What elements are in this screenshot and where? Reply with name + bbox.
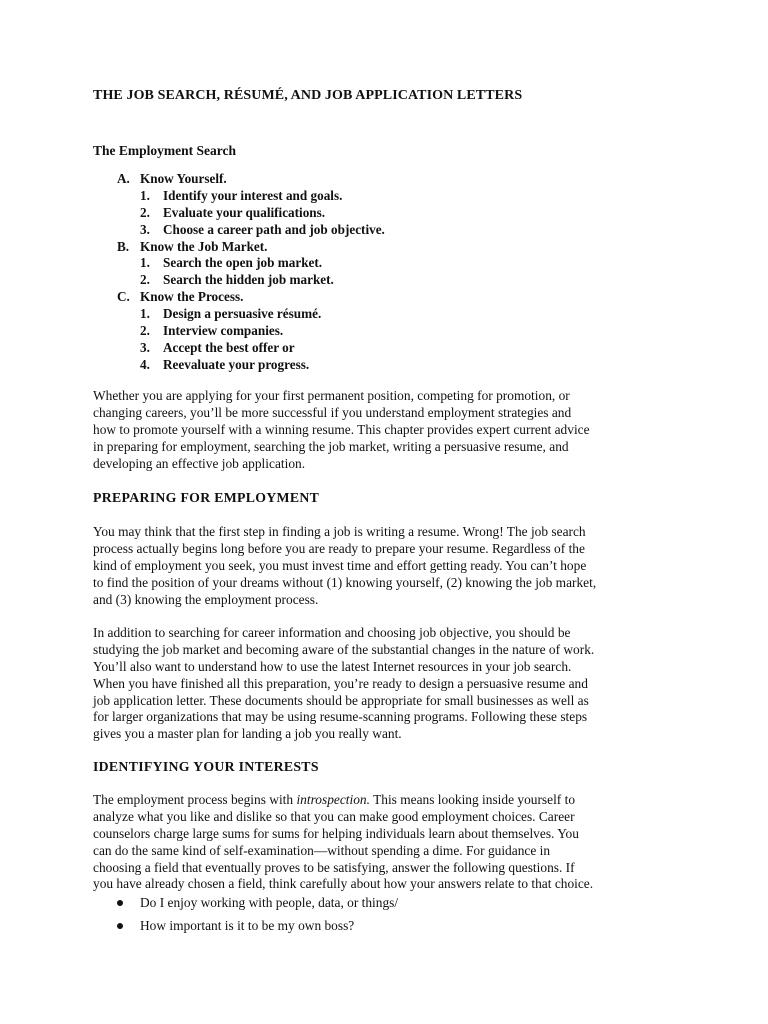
- outline-label: Design a persuasive résumé.: [163, 306, 322, 322]
- outline-label: Know Yourself.: [140, 171, 227, 186]
- text-line: When you have finished all this preparation, you’re ready to design a persuasive resume and: [93, 675, 588, 691]
- document-title: THE JOB SEARCH, RÉSUMÉ, AND JOB APPLICATION LETTERS: [93, 88, 523, 103]
- text-line: to find the position of your dreams without (1) knowing yourself, (2) knowing the job market,: [93, 574, 597, 590]
- interests-paragraph: [93, 792, 683, 893]
- italic-term: introspection.: [296, 792, 370, 807]
- outline-item: [0, 289, 768, 306]
- question-text: Do I enjoy working with people, data, or things/: [140, 895, 399, 910]
- text-line: you have already chosen a field, think carefully about how your answers relate to that choice.: [93, 876, 594, 892]
- outline-subitem: [0, 188, 768, 205]
- preparing-heading: PREPARING FOR EMPLOYMENT: [93, 490, 320, 505]
- outline-marker: 3.: [140, 221, 150, 237]
- text-line: studying the job market and becoming aware of the substantial changes in the nature of work.: [93, 641, 595, 657]
- outline-label: Choose a career path and job objective.: [163, 221, 385, 237]
- outline-item: [0, 171, 768, 188]
- text-line: In addition to searching for career information and choosing job objective, you should be: [93, 625, 571, 640]
- outline-marker: 2.: [140, 323, 150, 339]
- text-line: in preparing for employment, searching the job market, writing a persuasive resume, and: [93, 438, 569, 454]
- outline-subitem: [0, 306, 768, 323]
- bullet-icon: [117, 900, 123, 906]
- outline-subitem: [0, 340, 768, 357]
- outline-subitem: [0, 323, 768, 340]
- outline-marker: 1.: [140, 255, 150, 271]
- text-line: changing careers, you’ll be more successful if you understand employment strategies and: [93, 404, 572, 420]
- outline-marker: 1.: [140, 306, 150, 322]
- text-line: You may think that the first step in finding a job is writing a resume. Wrong! The job search: [93, 524, 586, 539]
- list-item: [0, 915, 768, 938]
- text-line: counselors charge large sums for sums for helping individuals learn about themselves. You: [93, 825, 579, 841]
- text-line: [93, 792, 683, 809]
- employment-search-heading: The Employment Search: [93, 143, 237, 158]
- outline-marker: 3.: [140, 339, 150, 355]
- outline-subitem: [0, 222, 768, 239]
- text-line: analyze what you like and dislike so that you can make good employment choices. Career: [93, 808, 575, 824]
- outline-marker: B.: [117, 238, 130, 254]
- outline-marker: C.: [117, 289, 130, 305]
- text-line: gives you a master plan for landing a job you really want.: [93, 726, 402, 742]
- question-text: How important is it to be my own boss?: [140, 917, 355, 933]
- outline-marker: 1.: [140, 187, 150, 203]
- text-line: choosing a field that eventually proves to be satisfying, answer the following questions. If: [93, 859, 575, 875]
- outline-label: Evaluate your qualifications.: [163, 204, 326, 220]
- list-item: [0, 892, 768, 915]
- preparing-paragraph-1: [93, 524, 683, 608]
- outline-label: Search the hidden job market.: [163, 272, 334, 288]
- preparing-paragraph-2: [93, 625, 683, 743]
- outline-marker: 2.: [140, 204, 150, 220]
- questions-list: [0, 892, 768, 937]
- intro-paragraph: [93, 388, 683, 472]
- text-line: can do the same kind of self-examination—without spending a dime. For guidance in: [93, 842, 551, 858]
- text-line: kind of employment you seek, you must invest time and effort getting ready. You can’t hope: [93, 557, 587, 573]
- outline-subitem: [0, 272, 768, 289]
- text-line: job application letter. These documents should be appropriate for small businesses as well as: [93, 692, 589, 708]
- text-line: developing an effective job application.: [93, 455, 306, 471]
- text-line: process actually begins long before you are ready to prepare your resume. Regardless of the: [93, 540, 585, 556]
- outline-label: Know the Job Market.: [140, 238, 268, 254]
- outline-label: Search the open job market.: [163, 255, 323, 271]
- outline-marker: 2.: [140, 272, 150, 288]
- outline-marker: 4.: [140, 356, 150, 372]
- outline-subitem: [0, 255, 768, 272]
- outline-item: [0, 239, 768, 256]
- outline-marker: A.: [117, 171, 130, 186]
- text-run: The employment process begins with: [93, 792, 297, 807]
- text-run: This means looking inside yourself to: [369, 792, 576, 807]
- text-line: how to promote yourself with a winning resume. This chapter provides expert current advice: [93, 421, 590, 437]
- outline-subitem: [0, 205, 768, 222]
- outline-label: Identify your interest and goals.: [163, 187, 343, 203]
- outline-label: Accept the best offer or: [163, 339, 295, 355]
- employment-search-outline: [0, 171, 768, 374]
- outline-label: Interview companies.: [163, 323, 284, 339]
- text-line: and (3) knowing the employment process.: [93, 591, 319, 607]
- text-line: Whether you are applying for your first permanent position, competing for promotion, or: [93, 388, 570, 403]
- text-line: You’ll also want to understand how to use the latest Internet resources in your job search.: [93, 658, 572, 674]
- bullet-icon: [117, 923, 123, 929]
- outline-label: Know the Process.: [140, 289, 244, 305]
- outline-subitem: [0, 357, 768, 374]
- interests-heading: IDENTIFYING YOUR INTERESTS: [93, 759, 319, 774]
- text-line: for larger organizations that may be using resume-scanning programs. Following these steps: [93, 709, 588, 725]
- outline-label: Reevaluate your progress.: [163, 356, 310, 372]
